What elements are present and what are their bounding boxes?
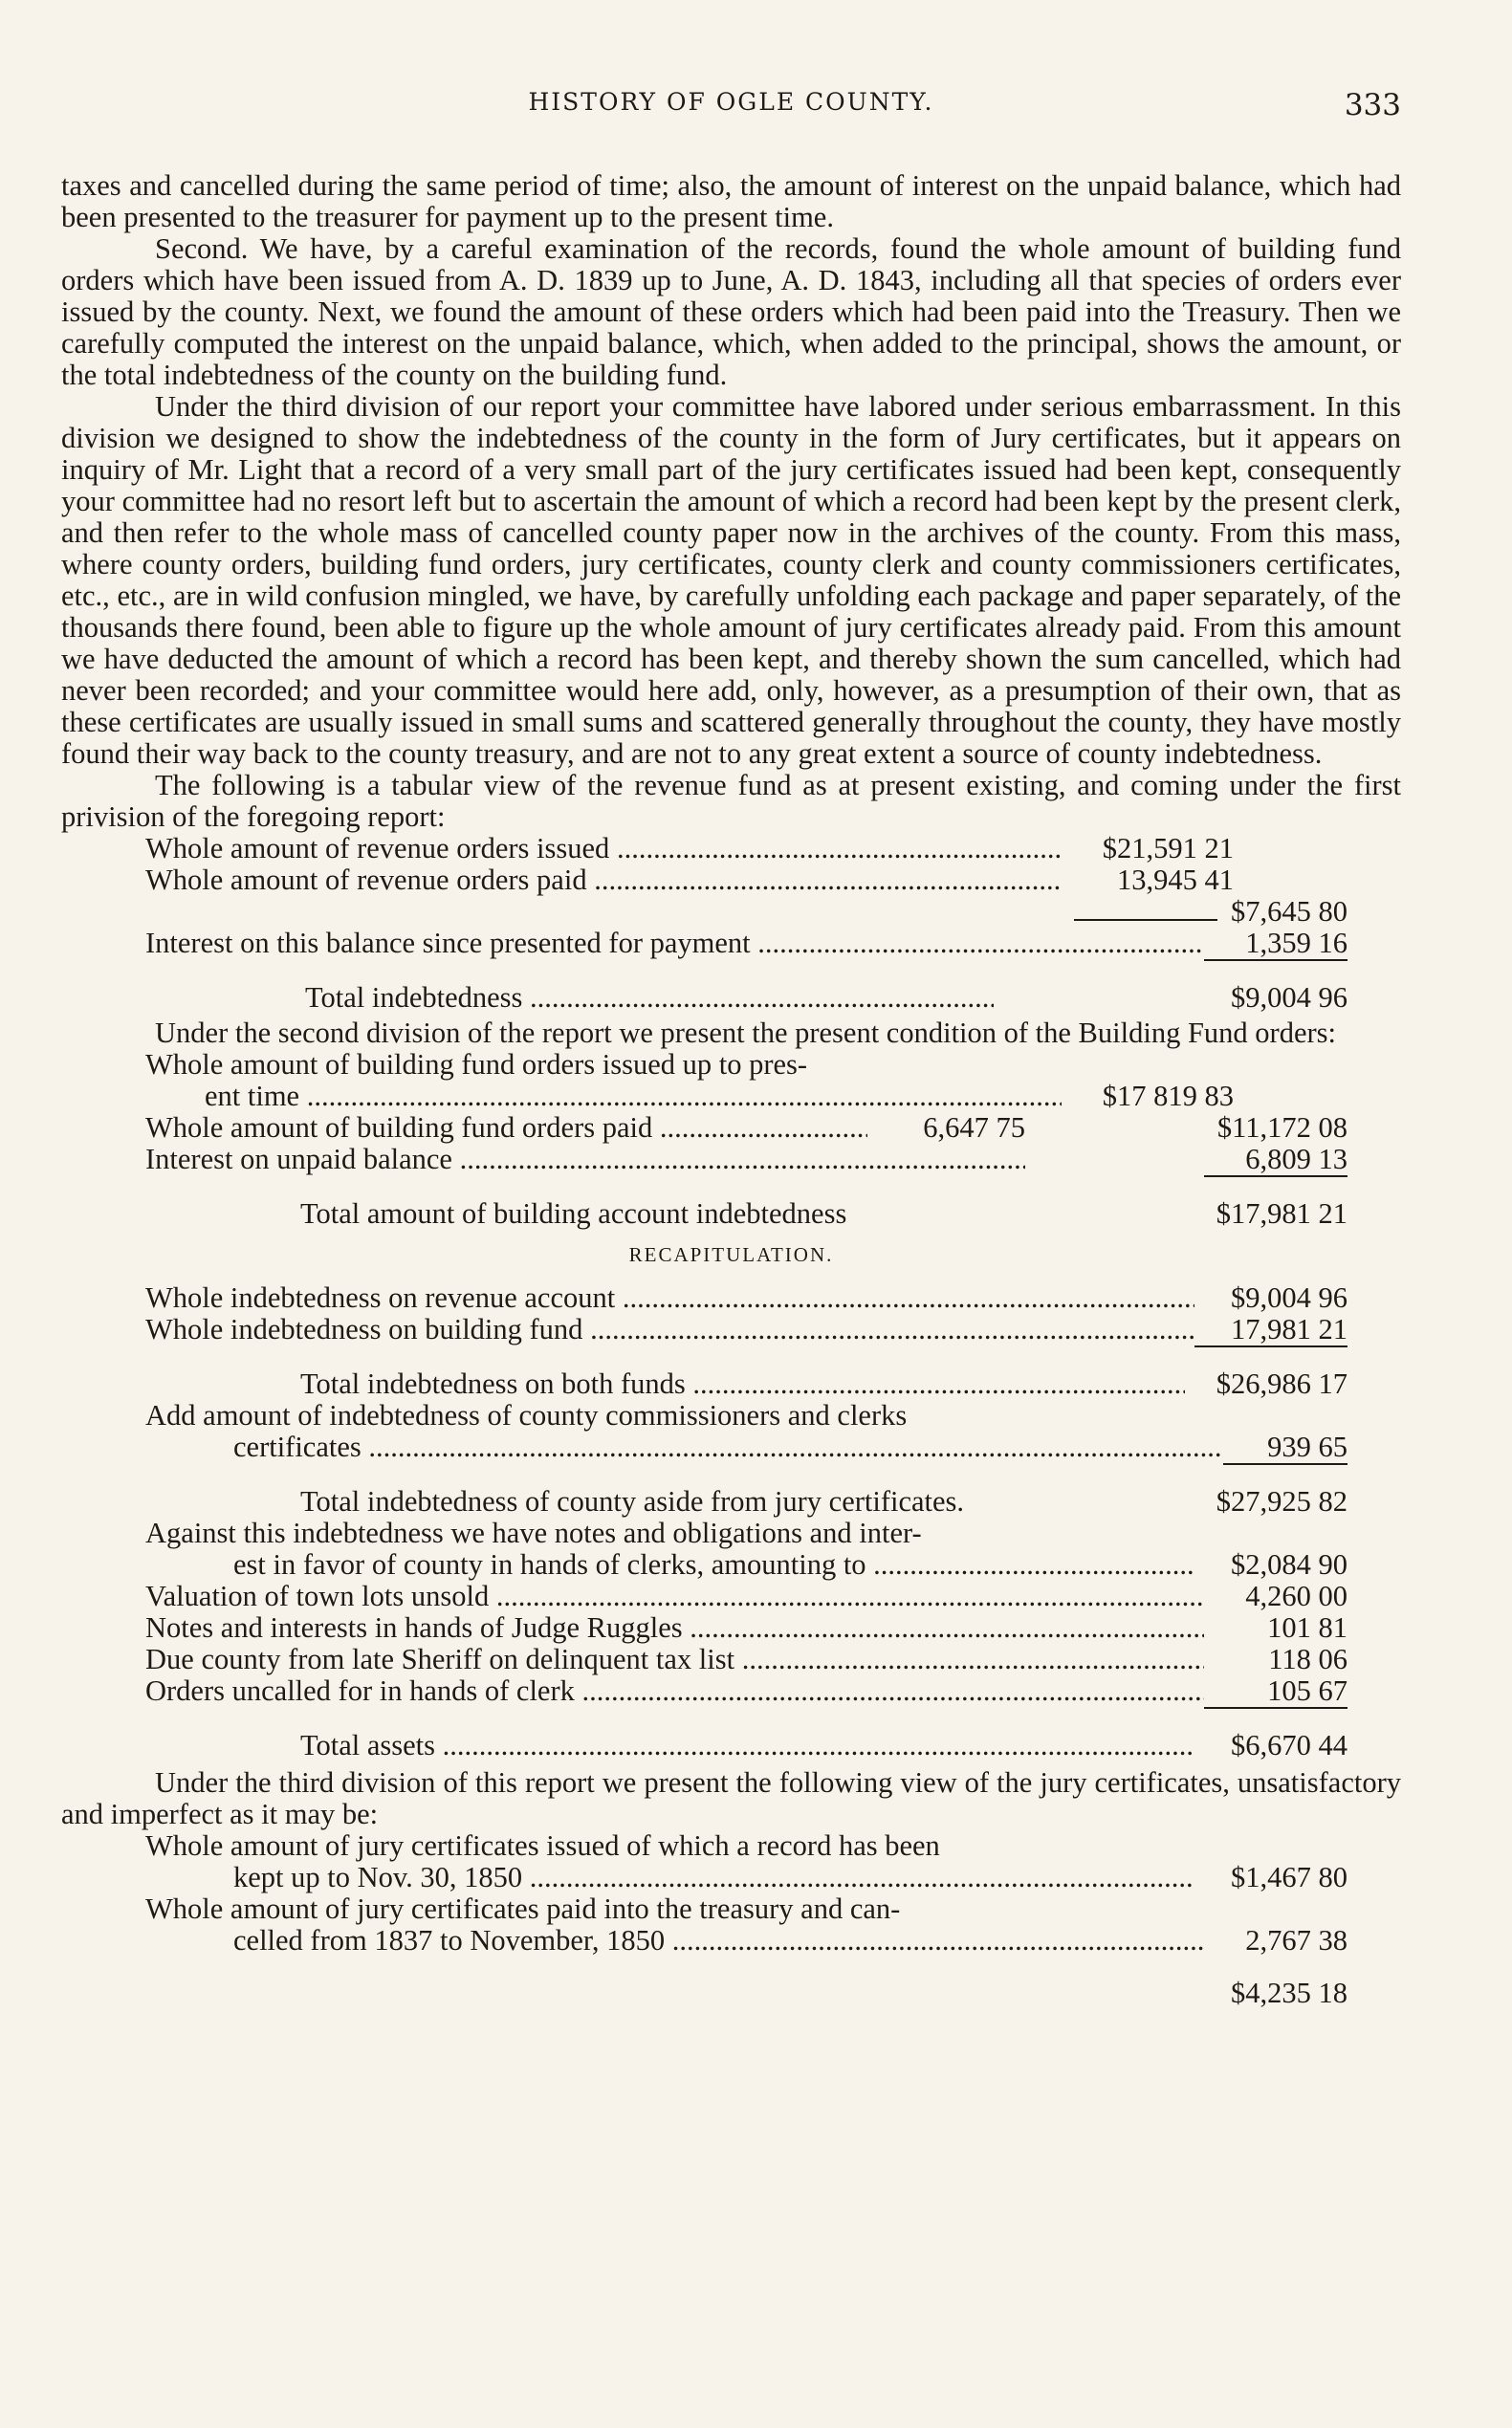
jury-issued-label-1: Whole amount of jury certificates issued of which a record has been [145, 1830, 940, 1862]
recap-aside-label: Total indebtedness of county aside from jury certificates. [300, 1486, 965, 1518]
paragraph-second: Second. We have, by a careful examination of the records, found the whole amount of building fund orders which have been issued from A. D. 1839 up to June, A. D. 1843, including all that species of orders ever issued by the county. Next, we found the amount of these orders which had been paid into the Treasury. Then we carefully computed the interest on the unpaid balance, which, when added to the principal, shows the amount, or the total indebtedness of the county on the building fund. [61, 232, 1401, 391]
recap-aside-amount: $27,925 82 [1216, 1485, 1348, 1518]
jury-issued-row-2 [61, 1862, 1401, 1893]
recap-commissioners-label-1: Add amount of indebtedness of county commissioners and clerks [145, 1400, 908, 1432]
building-interest-amount: 6,809 13 [1204, 1144, 1348, 1177]
recap-revenue-label: Whole indebtedness on revenue account ..... [145, 1282, 1194, 1314]
recap-both-amount: $26,986 17 [1216, 1367, 1348, 1400]
building-paid-label: Whole amount of building fund orders paid ..... [145, 1112, 867, 1144]
recap-both-label: Total indebtedness on both funds ..... [300, 1368, 1185, 1400]
building-issued-row-1 [61, 1049, 1401, 1081]
building-total-label: Total amount of building account indebtedness [300, 1198, 847, 1230]
recap-building-row [61, 1314, 1401, 1347]
building-issued-amount: $17 819 83 [1102, 1080, 1234, 1112]
recap-assets-label: Total assets ..... [300, 1730, 1194, 1761]
building-interest-row [61, 1144, 1401, 1177]
jury-paid-amount: 2,767 38 [1245, 1924, 1348, 1957]
building-interest-label: Interest on unpaid balance ..... [145, 1144, 1025, 1175]
revenue-interest-row [61, 928, 1401, 961]
jury-total-row [61, 1978, 1401, 2009]
building-total-row [61, 1198, 1401, 1230]
recap-commissioners-amount: 939 65 [1223, 1432, 1348, 1465]
page-number: 333 [1344, 88, 1401, 122]
paragraph-tabular-intro: The following is a tabular view of the revenue fund as at present existing, and coming under the first privision of the foregoing report: [61, 769, 1401, 833]
page-body [61, 170, 1401, 2009]
recap-ruggles-amount: 101 81 [1267, 1611, 1348, 1644]
revenue-paid-amount: 13,945 41 [1117, 864, 1234, 896]
recap-commissioners-row-2 [61, 1432, 1401, 1465]
building-paid-row [61, 1112, 1401, 1144]
recap-ruggles-row [61, 1612, 1401, 1644]
building-issued-row-2 [61, 1081, 1401, 1112]
building-issued-label-2: ent time ..... [205, 1081, 1062, 1112]
revenue-issued-row [61, 833, 1401, 864]
recap-assets-amount: $6,670 44 [1231, 1729, 1348, 1761]
jury-issued-row-1 [61, 1830, 1401, 1862]
paragraph-jury-intro: Under the third division of this report we present the following view of the jury certificates, unsatisfactory and imperfect as it may be: [61, 1766, 1401, 1830]
paragraph-third-division: Under the third division of our report your committee have labored under serious embarrassment. In this division we designed to show the indebtedness of the county in the form of Jury certificates, but it appears on inquiry of Mr. Light that a record of a very small part of the jury certificates issued had been kept, consequently your committee had no resort left but to ascertain the amount of which a record had been kept by the present clerk, and then refer to the whole mass of cancelled county paper now in the archives of the county. From this mass, where county orders, building fund orders, jury certificates, county clerk and county commissioners certificates, etc., etc., are in wild confusion mingled, we have, by carefully unfolding each package and paper separately, of the thousands there found, been able to figure up the whole amount of jury certificates already paid. From this amount we have deducted the amount of which a record has been kept, and thereby shown the sum cancelled, which had never been recorded; and your committee would here add, only, however, as a presumption of their own, that as these certificates are usually issued in small sums and scattered generally throughout the county, they have mostly found their way back to the county treasury, and are not to any great extent a source of county indebtedness. [61, 390, 1401, 770]
recap-aside-row [61, 1486, 1401, 1518]
recap-notes-label-1: Against this indebtedness we have notes and obligations and inter- [145, 1518, 922, 1549]
revenue-issued-amount: $21,591 21 [1102, 832, 1234, 864]
recap-sheriff-label: Due county from late Sheriff on delinquent tax list ..... [145, 1644, 1204, 1675]
recap-both-row [61, 1368, 1401, 1400]
recap-notes-label-2: est in favor of county in hands of clerks, amounting to ..... [233, 1549, 1194, 1581]
building-paid-amount: 6,647 75 [923, 1111, 1025, 1144]
recap-notes-row-2 [61, 1549, 1401, 1581]
paragraph-taxes: taxes and cancelled during the same period of time; also, the amount of interest on the unpaid balance, which had been presented to the treasurer for payment up to the present time. [61, 169, 1401, 233]
revenue-paid-label: Whole amount of revenue orders paid ..... [145, 864, 1062, 896]
jury-paid-label-2: celled from 1837 to November, 1850 ..... [233, 1925, 1204, 1957]
revenue-interest-amount: 1,359 16 [1204, 928, 1348, 961]
jury-paid-row-1 [61, 1893, 1401, 1925]
recap-notes-amount: $2,084 90 [1231, 1548, 1348, 1581]
jury-paid-label-1: Whole amount of jury certificates paid into the treasury and can- [145, 1893, 901, 1925]
revenue-interest-label: Interest on this balance since presented for payment ..... [145, 928, 1204, 959]
recap-sheriff-row [61, 1644, 1401, 1675]
recap-sheriff-amount: 118 06 [1268, 1643, 1348, 1675]
revenue-issued-label: Whole amount of revenue orders issued ..... [145, 833, 1062, 864]
recap-commissioners-label-2: certificates ..... [233, 1432, 1223, 1463]
jury-issued-label-2: kept up to Nov. 30, 1850 ..... [233, 1862, 1194, 1893]
recap-notes-row-1 [61, 1518, 1401, 1549]
jury-paid-row-2 [61, 1925, 1401, 1957]
page-header [61, 88, 1401, 126]
recap-lots-row [61, 1581, 1401, 1612]
jury-total-amount: $4,235 18 [1231, 1977, 1348, 2009]
recap-orders-label: Orders uncalled for in hands of clerk ..... [145, 1675, 1204, 1707]
revenue-total-label: Total indebtedness ..... [305, 982, 994, 1014]
recap-building-label: Whole indebtedness on building fund ..... [145, 1314, 1194, 1345]
recap-commissioners-row-1 [61, 1400, 1401, 1432]
revenue-total-amount: $9,004 96 [1231, 981, 1348, 1014]
recap-ruggles-label: Notes and interests in hands of Judge Ruggles ..... [145, 1612, 1204, 1644]
recap-building-amount: 17,981 21 [1194, 1314, 1348, 1347]
recap-revenue-amount: $9,004 96 [1231, 1281, 1348, 1314]
recap-assets-row [61, 1730, 1401, 1761]
recap-revenue-row [61, 1282, 1401, 1314]
running-title: HISTORY OF OGLE COUNTY. [528, 88, 934, 116]
revenue-total-row [61, 982, 1401, 1014]
paragraph-second-division: Under the second division of the report we present the present condition of the Building Fund orders: [155, 1017, 1336, 1049]
revenue-paid-row [61, 864, 1401, 896]
recap-orders-row [61, 1675, 1401, 1709]
recapitulation-heading: RECAPITULATION. [628, 1243, 834, 1266]
revenue-balance-row [61, 896, 1401, 928]
recap-lots-amount: 4,260 00 [1245, 1580, 1348, 1612]
recap-orders-amount: 105 67 [1204, 1675, 1348, 1709]
balance-rule [1074, 919, 1217, 921]
recap-lots-label: Valuation of town lots unsold ..... [145, 1581, 1204, 1612]
revenue-balance: $7,645 80 [1231, 895, 1348, 928]
building-issued-label-1: Whole amount of building fund orders issued up to pres- [145, 1049, 808, 1081]
building-balance: $11,172 08 [1216, 1111, 1348, 1144]
jury-issued-amount: $1,467 80 [1231, 1861, 1348, 1893]
building-total-amount: $17,981 21 [1216, 1197, 1348, 1230]
